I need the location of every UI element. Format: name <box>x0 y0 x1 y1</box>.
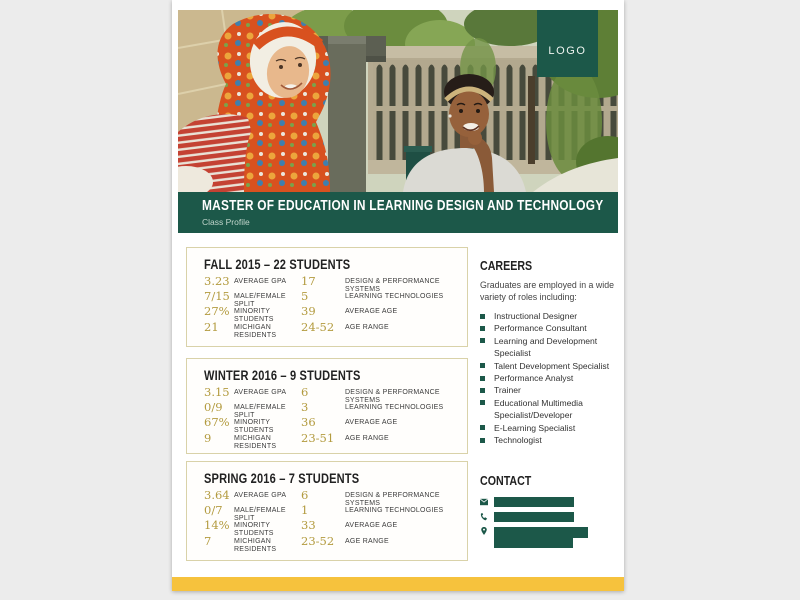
stat-label: AVERAGE AGE <box>345 308 398 316</box>
stat-label: DESIGN & PERFORMANCE SYSTEMS <box>345 389 440 404</box>
statbox-title: FALL 2015 – 22 STUDENTS <box>204 257 351 272</box>
square-bullet-icon <box>480 314 485 319</box>
stat-label: MALE/FEMALE SPLIT <box>234 293 286 309</box>
stat-label: MALE/FEMALE SPLIT <box>234 404 286 420</box>
stat-label: MINORITY STUDENTS <box>234 308 274 324</box>
stat-label: AVERAGE AGE <box>345 522 398 530</box>
career-item: E-Learning Specialist <box>480 422 618 434</box>
redacted-address-line-2 <box>494 538 573 548</box>
stat-value: 14% <box>204 518 230 533</box>
statbox-fall-2015 <box>186 247 468 347</box>
career-item: Trainer <box>480 384 618 396</box>
stat-label: LEARNING TECHNOLOGIES <box>345 293 444 301</box>
stat-grid <box>204 488 463 553</box>
redacted-email-bar <box>494 497 574 507</box>
career-item: Talent Development Specialist <box>480 360 618 372</box>
career-item: Performance Consultant <box>480 322 618 334</box>
stat-value: 33 <box>301 518 316 533</box>
stat-value: 7 <box>204 533 212 548</box>
stat-value: 6 <box>301 488 309 502</box>
stat-label: AGE RANGE <box>345 537 389 545</box>
stat-value: 39 <box>301 304 316 319</box>
contact-phone-row <box>480 512 620 522</box>
stat-value: 3.15 <box>204 385 230 399</box>
stat-value: 7/15 <box>204 289 230 304</box>
stat-label: AGE RANGE <box>345 434 389 442</box>
redacted-address-block <box>494 527 588 548</box>
career-item: Instructional Designer <box>480 310 618 322</box>
square-bullet-icon <box>480 425 485 430</box>
stat-label: LEARNING TECHNOLOGIES <box>345 404 444 412</box>
square-bullet-icon <box>480 400 485 405</box>
careers-heading: CAREERS <box>480 258 533 273</box>
stat-value: 0/7 <box>204 503 223 518</box>
contact-email-row <box>480 497 620 507</box>
stat-value: 36 <box>301 415 316 430</box>
stat-label: MINORITY STUDENTS <box>234 522 274 538</box>
stat-label: MICHIGAN RESIDENTS <box>234 323 277 339</box>
phone-icon <box>480 513 489 521</box>
stat-grid <box>204 385 463 450</box>
contact-address-row <box>480 527 620 548</box>
stat-label: LEARNING TECHNOLOGIES <box>345 507 444 515</box>
careers-section <box>480 247 618 446</box>
statbox-winter-2016 <box>186 358 468 454</box>
stat-value: 24-52 <box>301 319 335 334</box>
stat-value: 3.64 <box>204 488 230 502</box>
contact-rows <box>480 497 620 548</box>
flyer-page <box>172 0 624 591</box>
logo-label: LOGO <box>548 44 587 57</box>
stat-label: MALE/FEMALE SPLIT <box>234 507 286 523</box>
redacted-phone-bar <box>494 512 574 522</box>
square-bullet-icon <box>480 338 485 343</box>
contact-section <box>480 462 620 553</box>
stat-value: 23-51 <box>301 430 335 445</box>
career-item: Learning and Development Specialist <box>480 335 618 360</box>
stat-label: MINORITY STUDENTS <box>234 419 274 435</box>
stat-grid <box>204 274 463 339</box>
square-bullet-icon <box>480 376 485 381</box>
stat-label: DESIGN & PERFORMANCE SYSTEMS <box>345 278 440 293</box>
statbox-spring-2016 <box>186 461 468 561</box>
careers-list <box>480 310 618 446</box>
redacted-address-line-1 <box>494 527 588 538</box>
location-pin-icon <box>480 527 489 535</box>
stat-label: AGE RANGE <box>345 323 389 331</box>
statbox-title: WINTER 2016 – 9 STUDENTS <box>204 368 361 383</box>
stat-label: AVERAGE AGE <box>345 419 398 427</box>
stat-label: AVERAGE GPA <box>234 278 287 285</box>
stat-value: 6 <box>301 385 309 399</box>
career-item: Technologist <box>480 434 618 446</box>
stat-value: 5 <box>301 289 309 304</box>
page-title: MASTER OF EDUCATION IN LEARNING DESIGN AND TECHNOLOGY <box>202 198 604 214</box>
square-bullet-icon <box>480 363 485 368</box>
envelope-icon <box>480 498 489 506</box>
stat-label: AVERAGE GPA <box>234 492 287 499</box>
statbox-title: SPRING 2016 – 7 STUDENTS <box>204 471 360 486</box>
page-subtitle: Class Profile <box>202 217 250 227</box>
stat-value: 0/9 <box>204 400 223 415</box>
stat-label: DESIGN & PERFORMANCE SYSTEMS <box>345 492 440 507</box>
stat-label: AVERAGE GPA <box>234 389 287 396</box>
careers-intro: Graduates are employed in a wide variety of roles including: <box>480 280 614 302</box>
contact-heading: CONTACT <box>480 473 532 488</box>
stat-value: 3.23 <box>204 274 230 288</box>
stat-value: 9 <box>204 430 212 445</box>
logo-box <box>537 10 598 77</box>
square-bullet-icon <box>480 388 485 393</box>
career-item: Performance Analyst <box>480 372 618 384</box>
stat-value: 67% <box>204 415 230 430</box>
career-item: Educational Multimedia Specialist/Developer <box>480 397 618 422</box>
square-bullet-icon <box>480 438 485 443</box>
title-banner <box>178 192 618 233</box>
square-bullet-icon <box>480 326 485 331</box>
stat-label: MICHIGAN RESIDENTS <box>234 537 277 553</box>
stat-value: 17 <box>301 274 316 288</box>
stat-value: 3 <box>301 400 309 415</box>
stat-value: 1 <box>301 503 309 518</box>
footer-accent-bar <box>172 577 624 591</box>
stat-value: 23-52 <box>301 533 335 548</box>
stat-value: 27% <box>204 304 230 319</box>
stat-label: MICHIGAN RESIDENTS <box>234 434 277 450</box>
stat-value: 21 <box>204 319 219 334</box>
